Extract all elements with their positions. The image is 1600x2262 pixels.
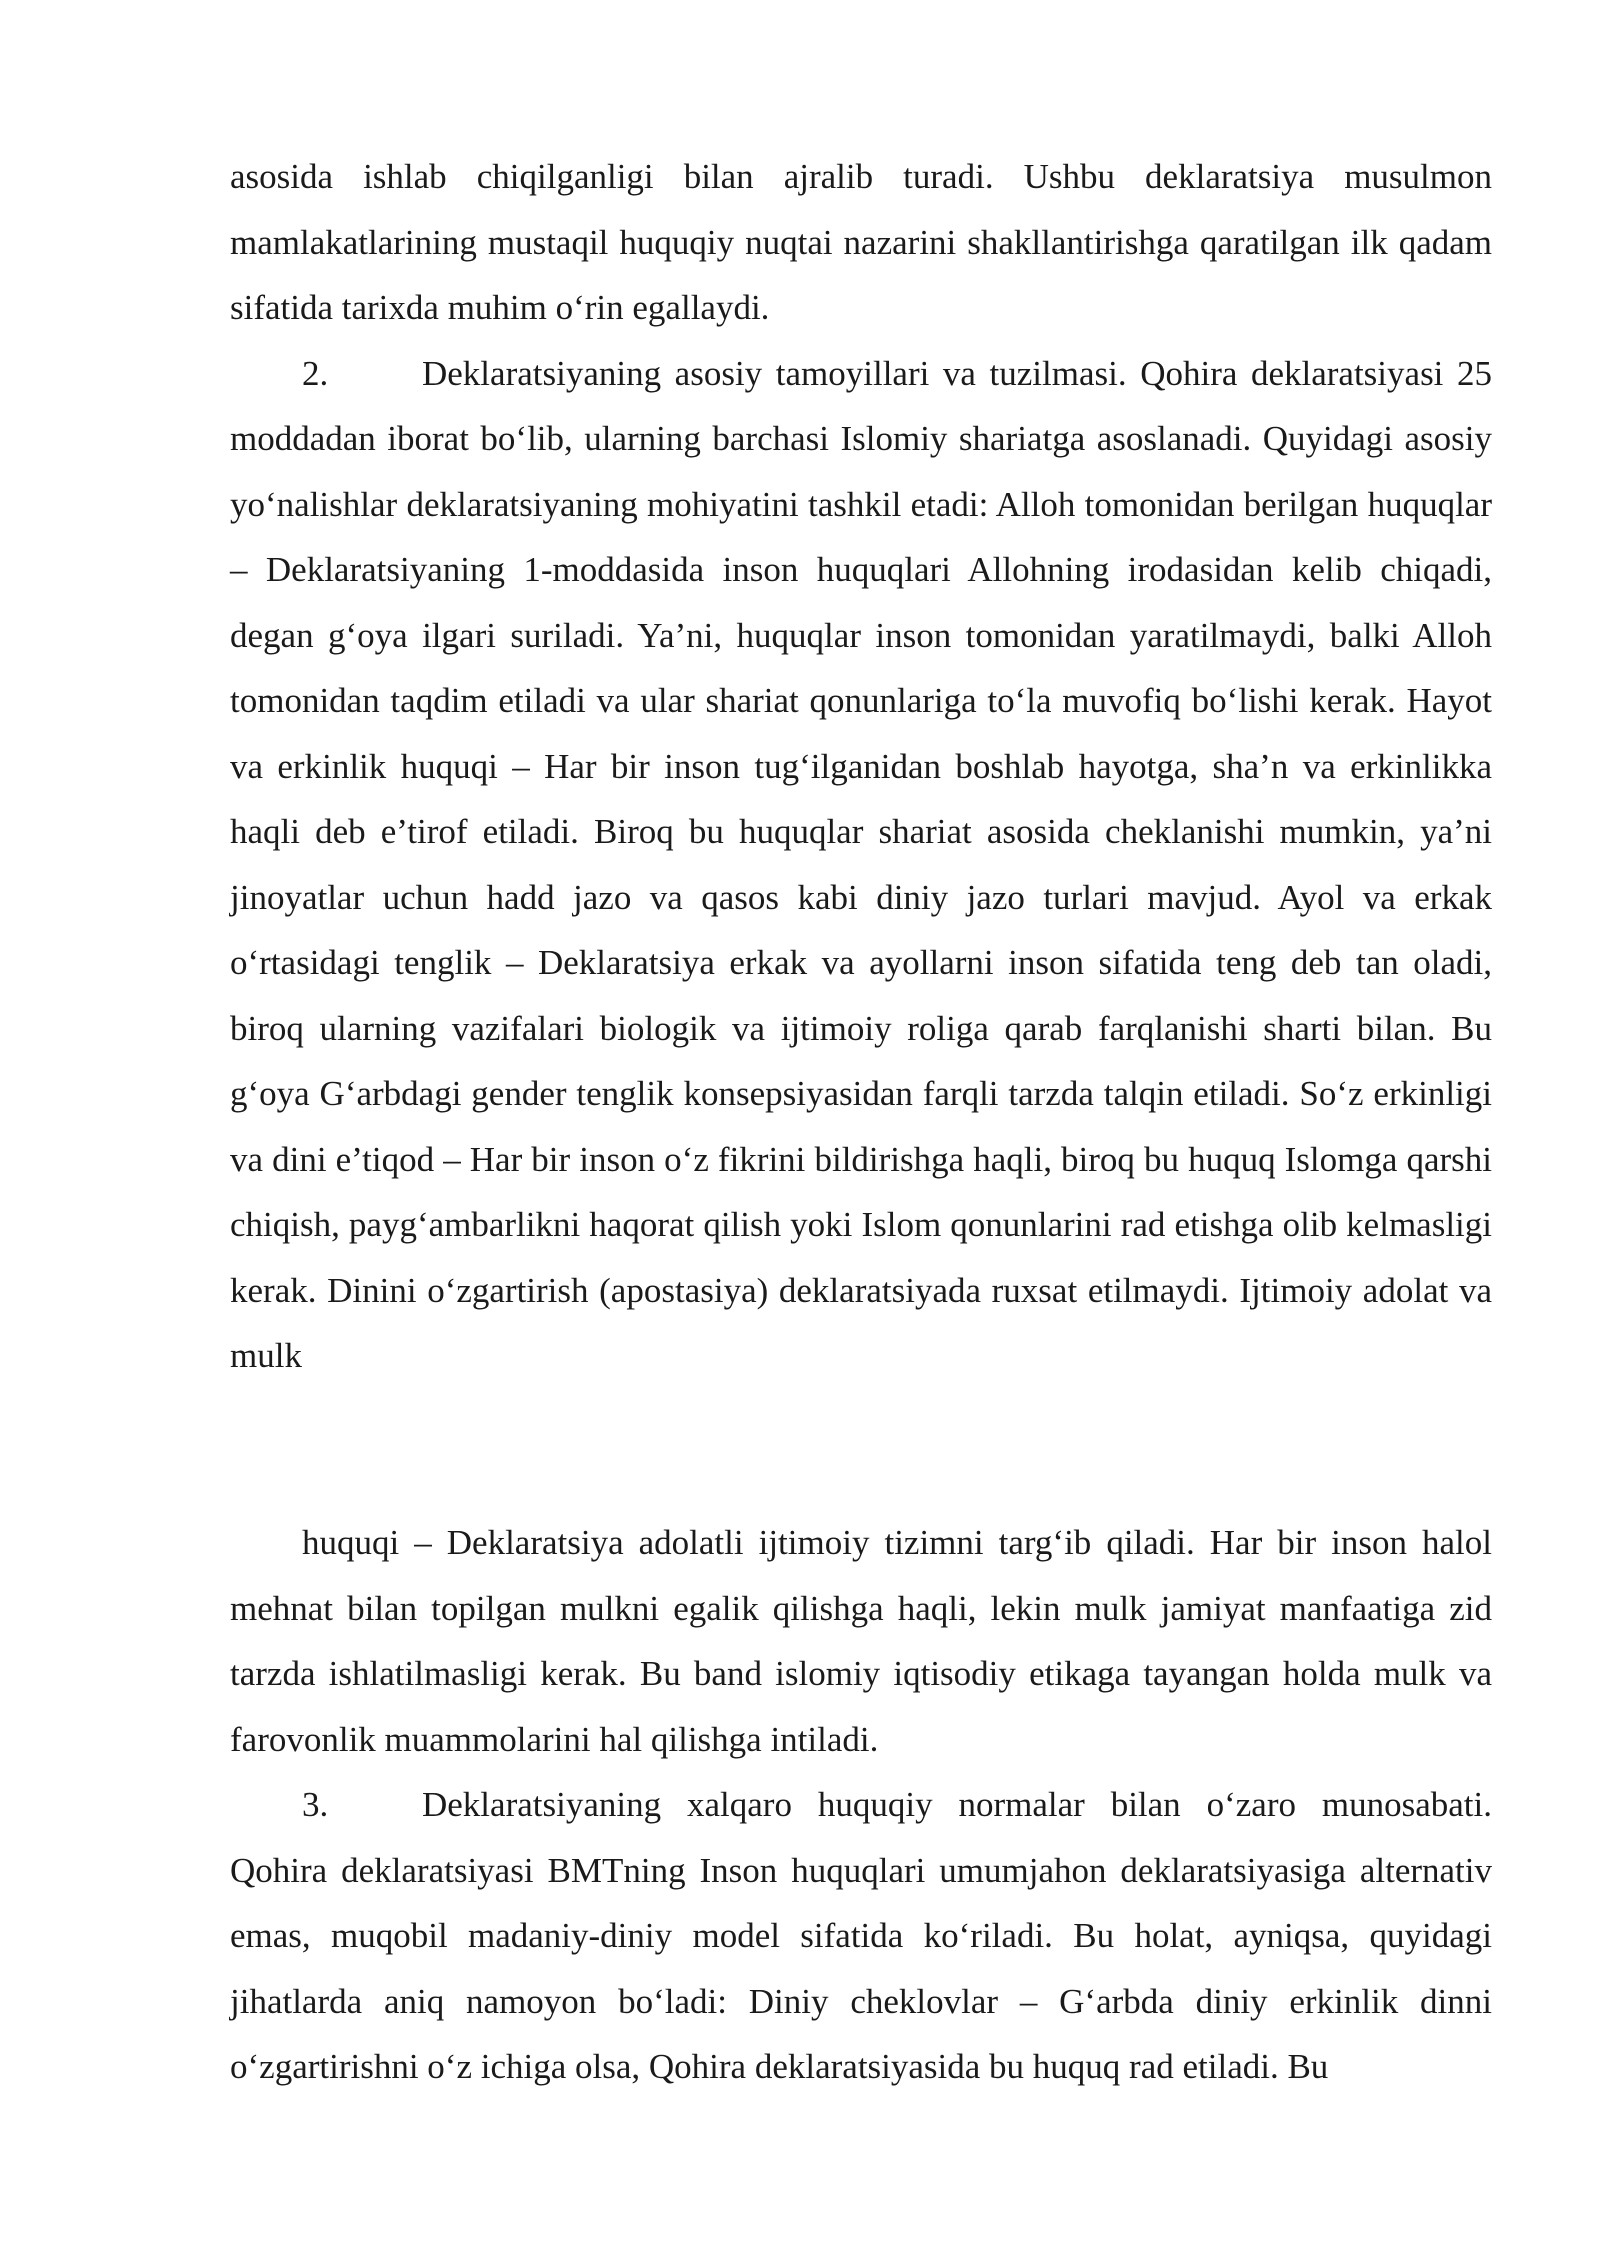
paragraph-continuation-2: huquqi – Deklaratsiya adolatli ijtimoiy tizimni targ‘ib qiladi. Har bir inson halol mehnat bilan topilgan mulkni egalik qilishga haqli, lekin mulk jamiyat manfaatiga zid tarzda ishlatilmasligi kerak. Bu band islomiy iqtisodiy etikaga tayangan holda mulk va farovonlik muammolarini hal qilishga intiladi. — [230, 1523, 1492, 1759]
paragraph-continuation: asosida ishlab chiqilganligi bilan ajralib turadi. Ushbu deklaratsiya musulmon mamlakatlarining mustaqil huquqiy nuqtai nazarini shakllantirishga qaratilgan ilk qadam sifatida tarixda muhim o‘rin egallaydi. — [230, 157, 1492, 327]
text-block-top — [230, 144, 1492, 1389]
section-text: Deklaratsiyaning asosiy tamoyillari va tuzilmasi. Qohira deklaratsiyasi 25 moddadan iborat bo‘lib, ularning barchasi Islomiy shariatga asoslanadi. Quyidagi asosiy yo‘nalishlar deklaratsiyaning mohiyatini tashkil etadi: Alloh tomonidan berilgan huquqlar – Deklaratsiyaning 1-moddasida inson huquqlari Allohning irodasidan kelib chiqadi, degan g‘oya ilgari suriladi. Ya’ni, huquqlar inson tomonidan yaratilmaydi, balki Alloh tomonidan taqdim etiladi va ular shariat qonunlariga to‘la muvofiq bo‘lishi kerak. Hayot va erkinlik huquqi – Har bir inson tug‘ilganidan boshlab hayotga, sha’n va erkinlikka haqli deb e’tirof etiladi. Biroq bu huquqlar shariat asosida cheklanishi mumkin, ya’ni jinoyatlar uchun hadd jazo va qasos kabi diniy jazo turlari mavjud. Ayol va erkak o‘rtasidagi tenglik – Deklaratsiya erkak va ayollarni inson sifatida teng deb tan oladi, biroq ularning vazifalari biologik va ijtimoiy roliga qarab farqlanishi sharti bilan. Bu g‘oya G‘arbdagi gender tenglik konsepsiyasidan farqli tarzda talqin etiladi. So‘z erkinligi va dini e’tiqod – Har bir inson o‘z fikrini bildirishga haqli, biroq bu huquq Islomga qarshi chiqish, payg‘ambarlikni haqorat qilish yoki Islom qonunlarini rad etishga olib kelmasligi kerak. Dinini o‘zgartirish (apostasiya) deklaratsiyada ruxsat etilmaydi. Ijtimoiy adolat va mulk — [230, 353, 1492, 1375]
section-text: Deklaratsiyaning xalqaro huquqiy normalar bilan o‘zaro munosabati. Qohira deklaratsiyasi BMTning Inson huquqlari umumjahon deklaratsiyasiga alternativ emas, muqobil madaniy-diniy model sifatida ko‘riladi. Bu holat, ayniqsa, quyidagi jihatlarda aniq namoyon bo‘ladi: Diniy cheklovlar – G‘arbda diniy erkinlik dinni o‘zgartirishni o‘z ichiga olsa, Qohira deklaratsiyasida bu huquq rad etiladi. Bu — [230, 1785, 1492, 2086]
section-2-paragraph — [230, 341, 1492, 1389]
text-block-bottom — [230, 1510, 1492, 2100]
section-3-paragraph — [230, 1772, 1492, 2100]
section-number: 3. — [302, 1785, 329, 1824]
section-number: 2. — [302, 353, 329, 393]
